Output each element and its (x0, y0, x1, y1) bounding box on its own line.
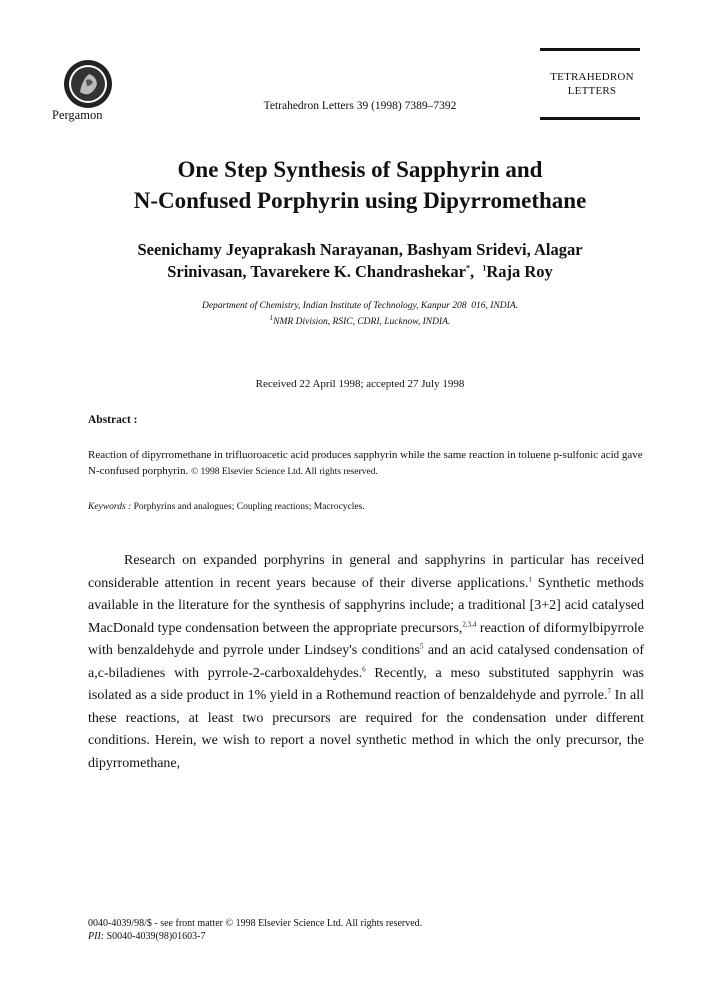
keywords-label: Keywords : (88, 502, 132, 512)
header-rule-top (540, 48, 640, 51)
pii-value: S0040-4039(98)01603-7 (104, 931, 206, 942)
header-rule-bottom (540, 117, 640, 120)
affiliation-1: Department of Chemistry, Indian Institute of Technology, Kanpur 208 016, INDIA. (201, 301, 519, 311)
body-text-4: and an acid catalysed condensation of a,c-biladienes with pyrrole-2-carboxaldehydes. (88, 643, 644, 681)
authors-line-2-part-a: Srinivasan, Tavarekere K. Chandrashekar (167, 262, 466, 281)
journal-name-line2: LETTERS (567, 85, 617, 97)
corresponding-author-mark: * (465, 263, 470, 273)
abstract-text-block (88, 447, 644, 480)
affiliation-2: NMR Division, RSIC, CDRI, Lucknow, INDIA. (273, 317, 451, 328)
affiliations (0, 300, 720, 328)
abstract-copyright: © 1998 Elsevier Science Ltd. All rights reserved. (190, 467, 378, 477)
pii-label: PII: (88, 931, 105, 942)
abstract-text: Reaction of dipyrromethane in trifluoroacetic acid produces sapphyrin while the same reaction in toluene p-sulfonic acid gave N-confused porphyrin. (88, 449, 643, 477)
received-dates: Received 22 April 1998; accepted 27 July 1998 (255, 378, 465, 390)
affiliation-2-mark: 1 (269, 314, 274, 322)
journal-name-line1: TETRAHEDRON (550, 71, 634, 83)
publisher-name: Pergamon (52, 108, 103, 122)
keywords-list: Porphyrins and analogues; Coupling reactions; Macrocycles. (133, 502, 365, 512)
body-text-5: Recently, a meso substituted sapphyrin was isolated as a side product in 1% yield in a Rothemund reaction of benzaldehyde and pyrrole. (88, 665, 644, 703)
citation-3: 5 (419, 642, 424, 651)
body-text-2: Synthetic methods available in the literature for the synthesis of sapphyrins include; a traditional [3+2] acid catalysed MacDonald type condensation between the appropriate precursors, (88, 575, 644, 636)
main-text (88, 550, 644, 775)
body-paragraph (88, 550, 644, 775)
title-line-2: N-Confused Porphyrin using Dipyrromethane (133, 188, 587, 213)
title-line-1: One Step Synthesis of Sapphyrin and (177, 157, 543, 182)
footer-copyright: 0040-4039/98/$ - see front matter © 1998 Elsevier Science Ltd. All rights reserved. (88, 918, 423, 929)
abstract-heading: Abstract : (88, 414, 138, 426)
citation-1: 1 (528, 574, 532, 583)
journal-reference: Tetrahedron Letters 39 (1998) 7389–7392 (263, 100, 457, 112)
affiliation-2-line (0, 312, 720, 328)
keywords-line (88, 502, 365, 512)
authors-line-2 (0, 261, 720, 283)
citation-5: 7 (607, 687, 612, 696)
journal-name (540, 70, 644, 98)
affiliation-mark: 1 (482, 263, 487, 273)
footer-pii (88, 930, 422, 943)
body-text-3: reaction of diformylbipyrrole with benzaldehyde and pyrrole under Lindsey's conditions (88, 620, 644, 658)
page-footer (88, 917, 422, 943)
authors-line-2-part-b: Raja Roy (486, 262, 553, 281)
article-title (0, 154, 720, 216)
body-text-1: Research on expanded porphyrins in general and sapphyrins in particular has received considerable attention in recent years because of their diverse applications. (88, 553, 644, 591)
body-text-6: In all these reactions, at least two precursors are required for the condensation under different conditions. Herein, we wish to report a novel synthetic method in which the only precursor, the dipyrromethane, (88, 688, 644, 771)
author-list (0, 239, 720, 283)
authors-line-1: Seenichamy Jeyaprakash Narayanan, Bashyam Sridevi, Alagar (137, 240, 583, 259)
citation-2: 2,3,4 (462, 619, 477, 628)
authors-separator: , (469, 262, 483, 281)
citation-4: 6 (362, 664, 366, 673)
